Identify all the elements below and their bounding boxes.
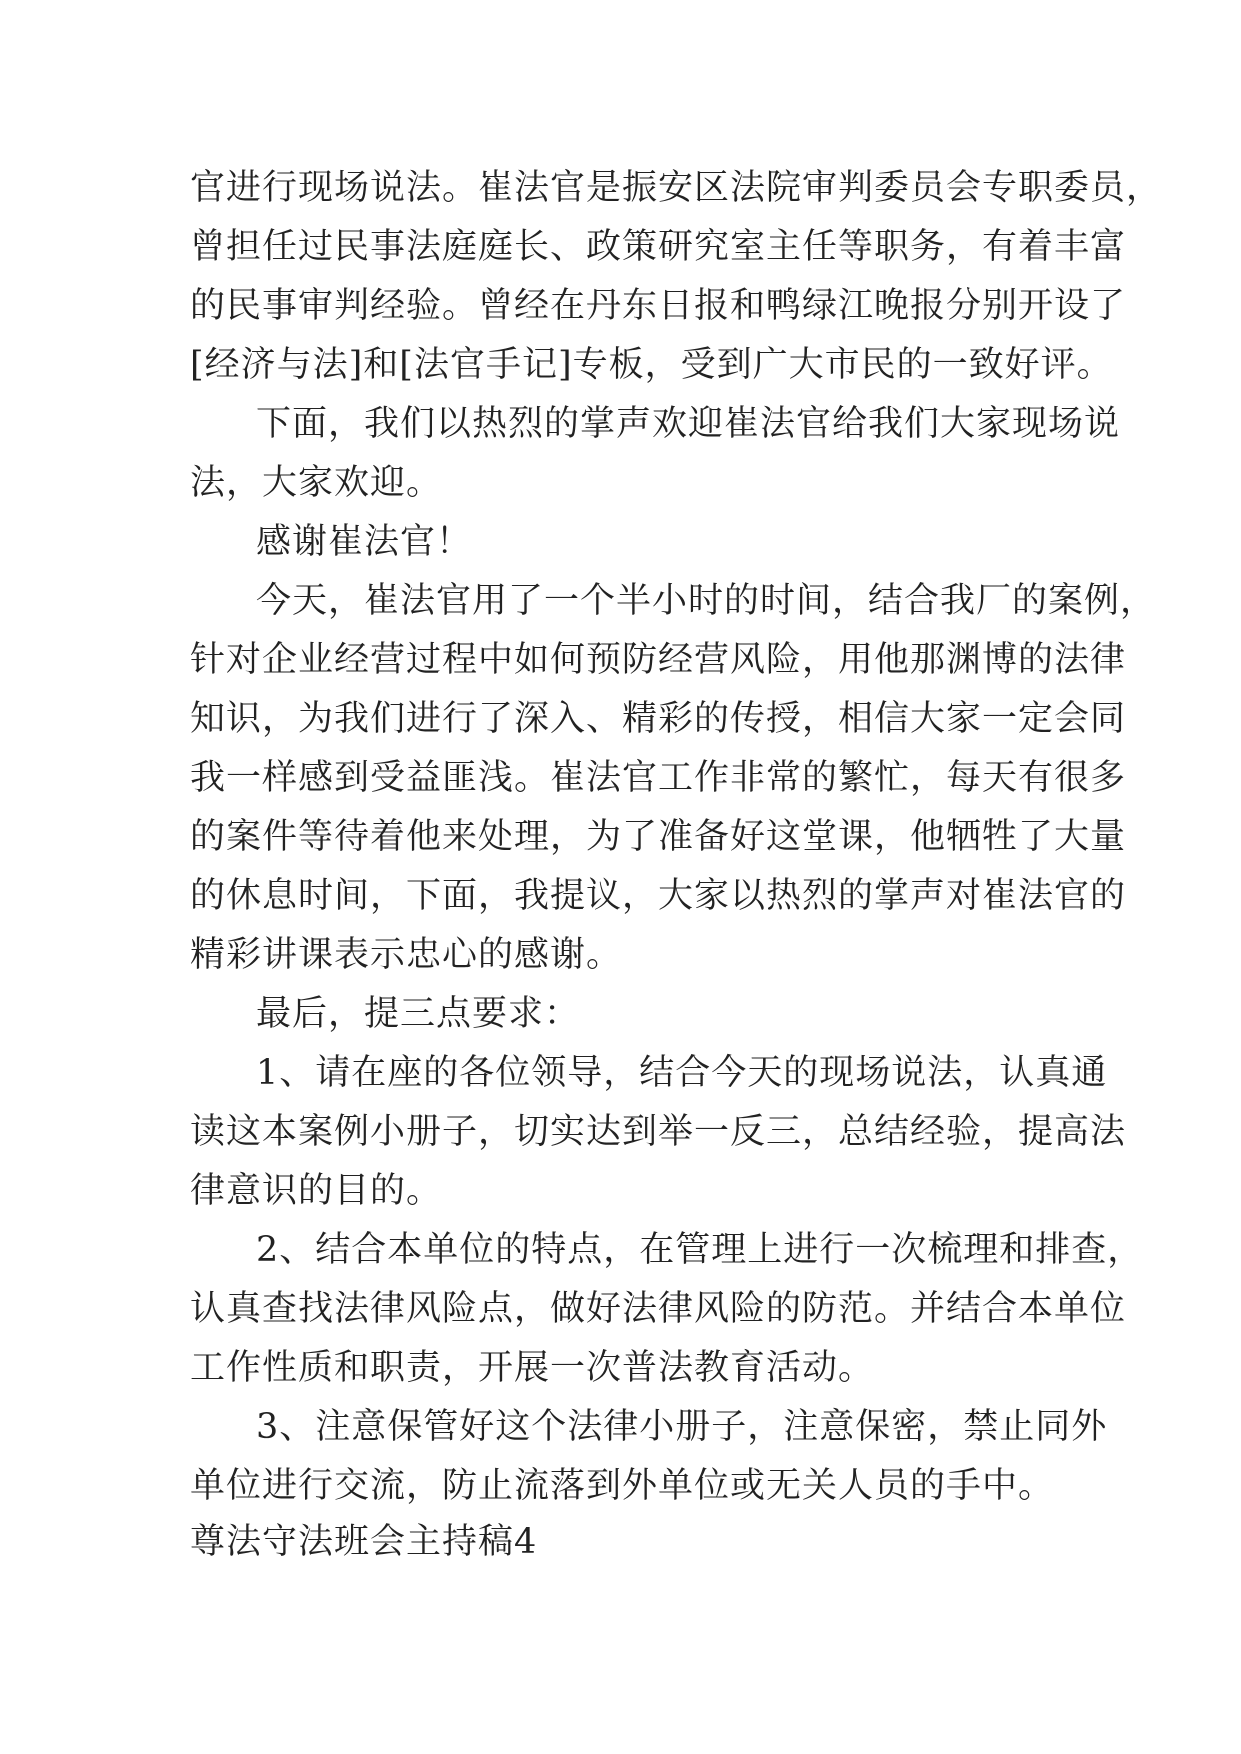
list-item-2: 2、结合本单位的特点，在管理上进行一次梳理和排查， — [256, 1230, 1144, 1270]
section-heading: 尊法守法班会主持稿4 — [190, 1522, 538, 1562]
text-line: 我一样感到受益匪浅。崔法官工作非常的繁忙，每天有很多 — [190, 758, 1127, 798]
text-line: 法，大家欢迎。 — [190, 463, 443, 503]
list-item-1: 1、请在座的各位领导，结合今天的现场说法，认真通 — [256, 1053, 1108, 1093]
text-line: 精彩讲课表示忠心的感谢。 — [190, 935, 623, 975]
paragraph-start: 今天，崔法官用了一个半小时的时间，结合我厂的案例， — [256, 581, 1157, 621]
text-line: 读这本案例小册子，切实达到举一反三，总结经验，提高法 — [190, 1112, 1127, 1152]
text-line: 认真查找法律风险点，做好法律风险的防范。并结合本单位 — [190, 1289, 1127, 1329]
text-line: 单位进行交流，防止流落到外单位或无关人员的手中。 — [190, 1466, 1055, 1506]
text-line: 的案件等待着他来处理，为了准备好这堂课，他牺牲了大量 — [190, 817, 1127, 857]
text-line: 针对企业经营过程中如何预防经营风险，用他那渊博的法律 — [190, 640, 1127, 680]
text-line: 的民事审判经验。曾经在丹东日报和鸭绿江晚报分别开设了 — [190, 286, 1127, 326]
text-line: 知识，为我们进行了深入、精彩的传授，相信大家一定会同 — [190, 699, 1127, 739]
text-line: 的休息时间，下面，我提议，大家以热烈的掌声对崔法官的 — [190, 876, 1127, 916]
text-line: 曾担任过民事法庭庭长、政策研究室主任等职务，有着丰富 — [190, 227, 1127, 267]
paragraph-start: 下面，我们以热烈的掌声欢迎崔法官给我们大家现场说 — [256, 404, 1121, 444]
text-line: 官进行现场说法。崔法官是振安区法院审判委员会专职委员， — [190, 168, 1163, 208]
text-line: 工作性质和职责，开展一次普法教育活动。 — [190, 1348, 875, 1388]
paragraph-start: 最后，提三点要求： — [256, 994, 581, 1034]
list-item-3: 3、注意保管好这个法律小册子，注意保密，禁止同外 — [256, 1407, 1108, 1447]
text-line: [经济与法]和[法官手记]专板，受到广大市民的一致好评。 — [190, 345, 1113, 385]
text-line: 律意识的目的。 — [190, 1171, 443, 1211]
paragraph-start: 感谢崔法官！ — [256, 522, 473, 562]
